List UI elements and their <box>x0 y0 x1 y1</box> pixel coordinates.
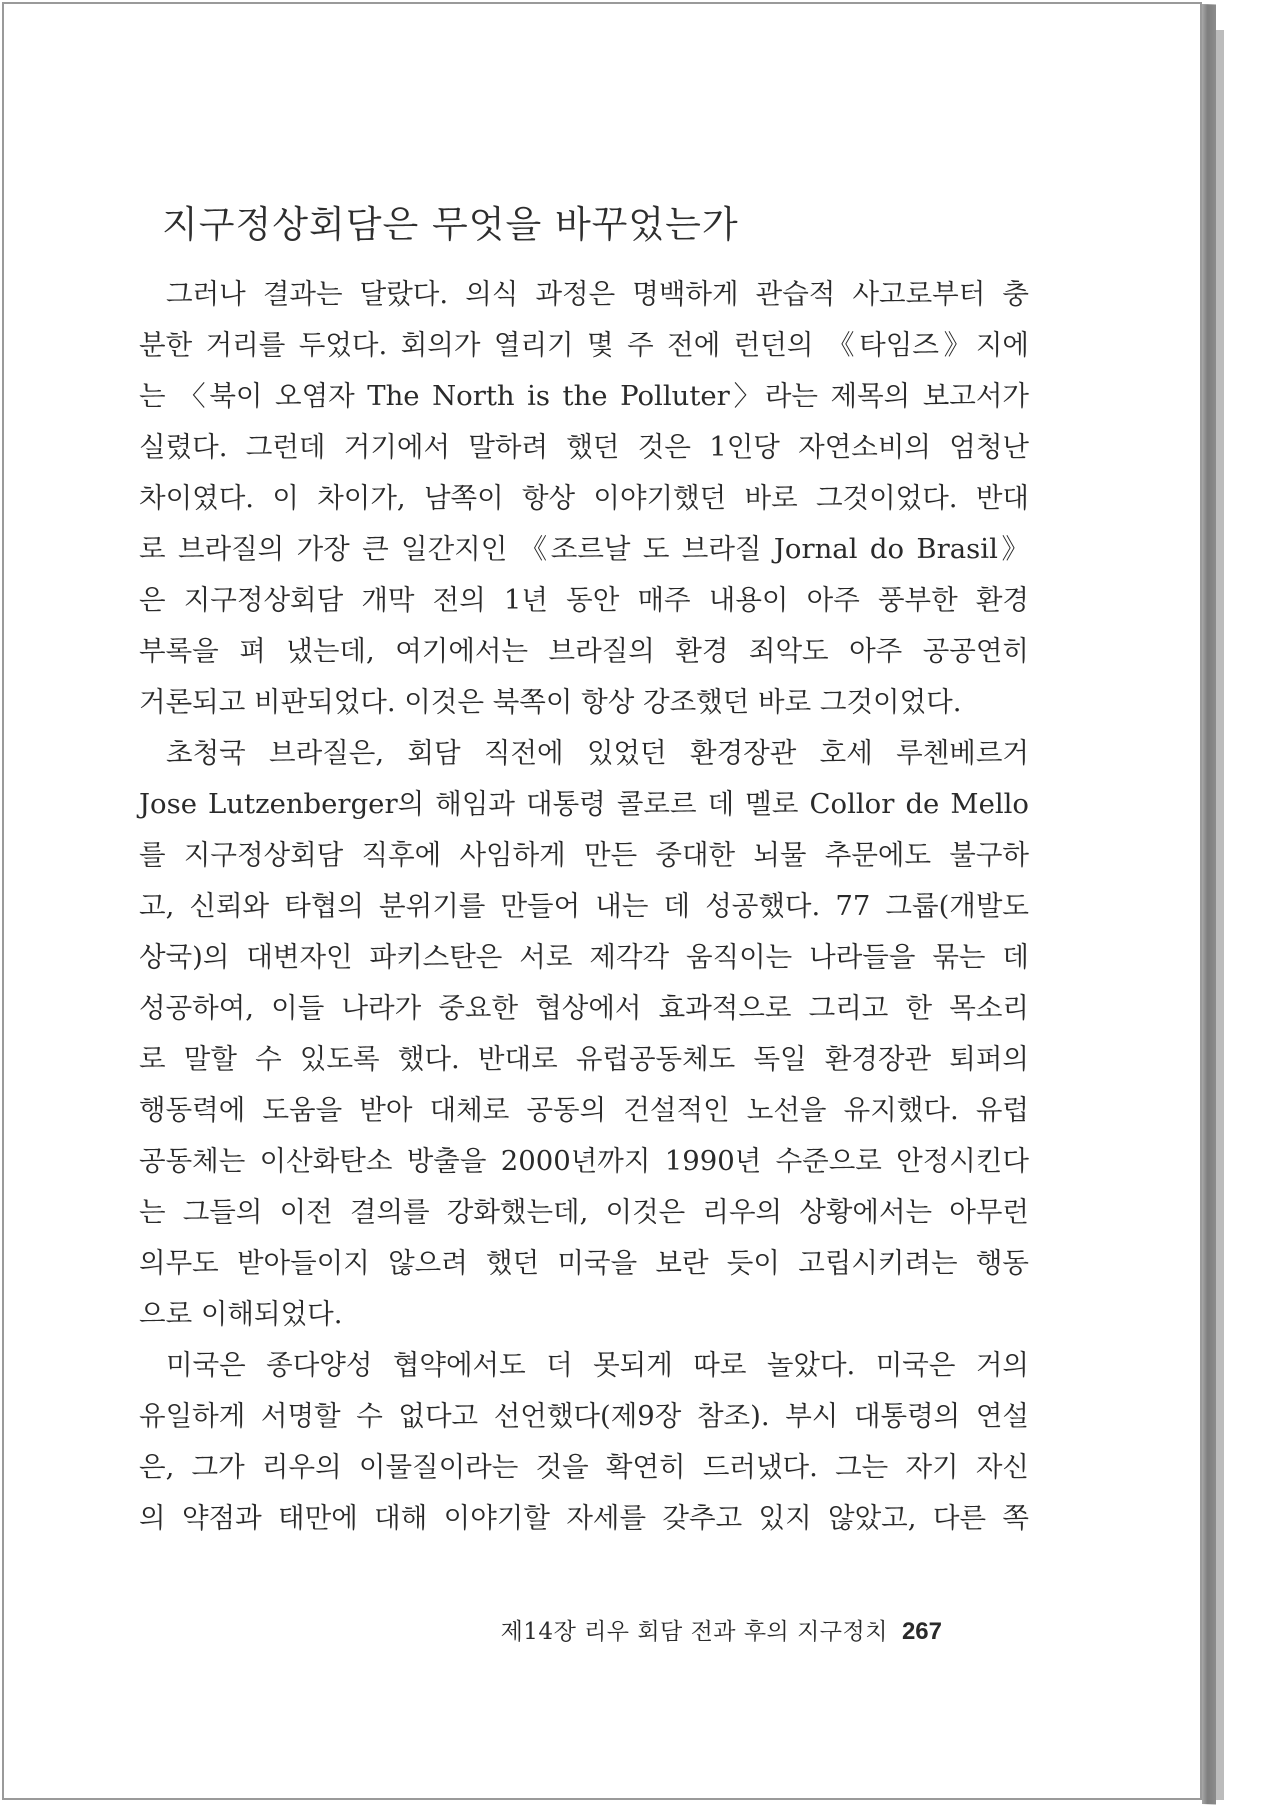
paragraph-2 <box>139 728 1029 1340</box>
text-line: 초청국 브라질은, 회담 직전에 있었던 환경장관 호세 루첸베르거 <box>166 737 1029 769</box>
text-line: 미국은 종다양성 협약에서도 더 못되게 따로 놀았다. 미국은 거의 <box>166 1349 1029 1381</box>
text-line: 는 〈북이 오염자 The North is the Polluter〉라는 제목의 보고서가 <box>139 380 1029 412</box>
text-line: 은, 그가 리우의 이물질이라는 것을 확연히 드러냈다. 그는 자기 자신 <box>139 1451 1029 1483</box>
body-text <box>139 269 1029 1544</box>
text-line: 거론되고 비판되었다. 이것은 북쪽이 항상 강조했던 바로 그것이었다. <box>139 686 962 718</box>
text-line: 차이였다. 이 차이가, 남쪽이 항상 이야기했던 바로 그것이었다. 반대 <box>139 482 1029 514</box>
text-line: 를 지구정상회담 직후에 사임하게 만든 중대한 뇌물 추문에도 불구하 <box>139 839 1029 871</box>
text-line: 로 브라질의 가장 큰 일간지인 《조르날 도 브라질 Jornal do Brasil》 <box>139 533 1029 565</box>
text-line: 은 지구정상회담 개막 전의 1년 동안 매주 내용이 아주 풍부한 환경 <box>139 584 1029 616</box>
text-line: 공동체는 이산화탄소 방출을 2000년까지 1990년 수준으로 안정시킨다 <box>139 1145 1029 1177</box>
page-number: 267 <box>901 1618 942 1645</box>
page-edge-shadow <box>1202 4 1216 1804</box>
text-line: 으로 이해되었다. <box>139 1298 343 1330</box>
text-line: 그러나 결과는 달랐다. 의식 과정은 명백하게 관습적 사고로부터 충 <box>166 278 1029 310</box>
paragraph-1 <box>139 269 1029 728</box>
page-edge-underlay <box>1216 30 1224 1800</box>
text-line: 고, 신뢰와 타협의 분위기를 만들어 내는 데 성공했다. 77 그룹(개발도 <box>139 890 1029 922</box>
text-line: 성공하여, 이들 나라가 중요한 협상에서 효과적으로 그리고 한 목소리 <box>139 992 1029 1024</box>
text-line: 로 말할 수 있도록 했다. 반대로 유럽공동체도 독일 환경장관 퇴퍼의 <box>139 1043 1029 1075</box>
text-line: 행동력에 도움을 받아 대체로 공동의 건설적인 노선을 유지했다. 유럽 <box>139 1094 1029 1126</box>
paragraph-3 <box>139 1340 1029 1544</box>
running-footer <box>501 1613 942 1646</box>
text-line: 분한 거리를 두었다. 회의가 열리기 몇 주 전에 런던의 《타임즈》지에 <box>139 329 1029 361</box>
text-line: 는 그들의 이전 결의를 강화했는데, 이것은 리우의 상황에서는 아무런 <box>139 1196 1029 1228</box>
text-line: 실렸다. 그런데 거기에서 말하려 했던 것은 1인당 자연소비의 엄청난 <box>139 431 1029 463</box>
chapter-title: 제14장 리우 회담 전과 후의 지구정치 <box>500 1619 888 1645</box>
text-line: 의 약점과 태만에 대해 이야기할 자세를 갖추고 있지 않았고, 다른 쪽 <box>139 1502 1029 1534</box>
section-heading: 지구정상회담은 무엇을 바꾸었는가 <box>162 202 739 246</box>
text-line: 부록을 펴 냈는데, 여기에서는 브라질의 환경 죄악도 아주 공공연히 <box>139 635 1029 667</box>
text-line: 유일하게 서명할 수 없다고 선언했다(제9장 참조). 부시 대통령의 연설 <box>139 1400 1029 1432</box>
text-line: Jose Lutzenberger의 해임과 대통령 콜로르 데 멜로 Collor de Mello <box>139 788 1029 820</box>
text-line: 의무도 받아들이지 않으려 했던 미국을 보란 듯이 고립시키려는 행동 <box>139 1247 1029 1279</box>
text-line: 상국)의 대변자인 파키스탄은 서로 제각각 움직이는 나라들을 묶는 데 <box>139 941 1029 973</box>
book-page <box>2 2 1202 1800</box>
